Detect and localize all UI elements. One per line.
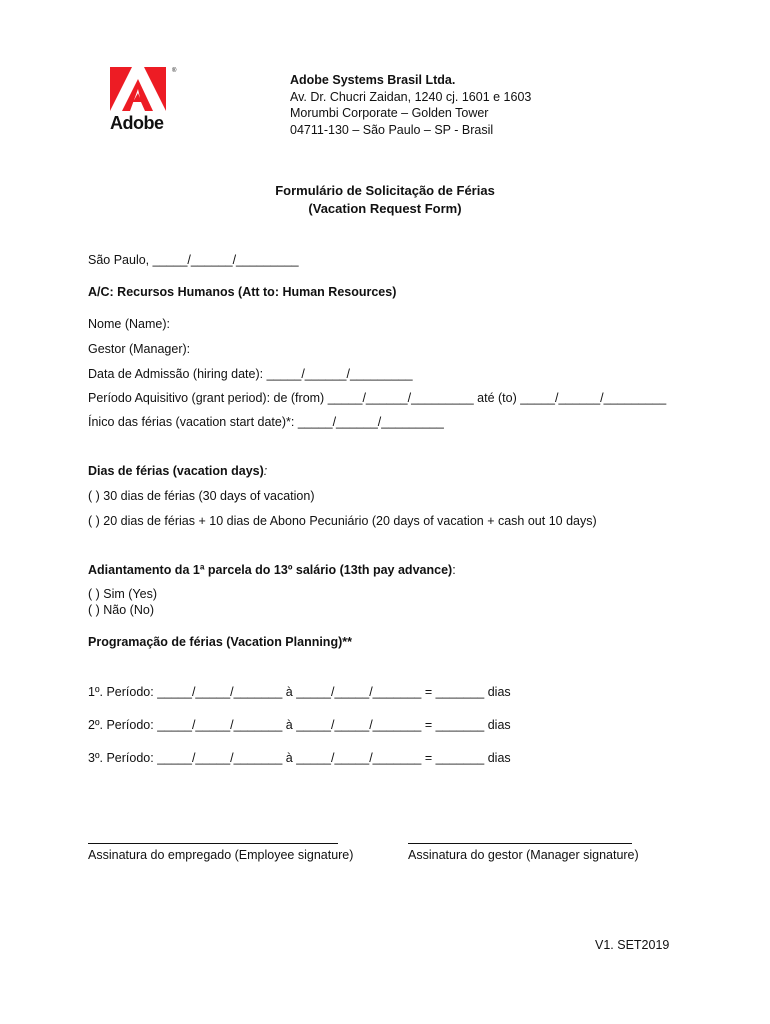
address-line-1: Av. Dr. Chucri Zaidan, 1240 cj. 1601 e 1603 (290, 89, 532, 104)
planning-heading: Programação de férias (Vacation Planning)** (88, 635, 352, 649)
address-line-3: 04711-130 – São Paulo – SP - Brasil (290, 122, 494, 137)
employee-signature-label: Assinatura do empregado (Employee signature) (88, 848, 354, 862)
vacation-days-heading: Dias de férias (vacation days) (88, 464, 264, 478)
advance-heading: Adiantamento da 1ª parcela do 13º salário (13th pay advance) (88, 563, 453, 577)
vacation-days-heading-row (88, 463, 267, 479)
field-name: Nome (Name): (88, 317, 170, 331)
planning-period-2: 2º. Período: _____/_____/_______ à _____/_____/_______ = _______ dias (88, 718, 511, 732)
field-start-date: Ínico das férias (vacation start date)*: _____/______/_________ (88, 415, 444, 429)
advance-option-yes: ( ) Sim (Yes) (88, 587, 157, 601)
field-manager: Gestor (Manager): (88, 342, 191, 356)
address-line-2: Morumbi Corporate – Golden Tower (290, 106, 489, 120)
date-line: São Paulo, _____/______/_________ (88, 253, 299, 267)
planning-period-1: 1º. Período: _____/_____/_______ à _____/_____/_______ = _______ dias (88, 685, 511, 699)
company-name: Adobe Systems Brasil Ltda. (290, 73, 456, 87)
version-label: V1. SET2019 (595, 938, 670, 952)
field-hire-date: Data de Admissão (hiring date): _____/______/_________ (88, 367, 413, 381)
svg-text:®: ® (172, 68, 177, 74)
vacation-days-colon: : (263, 464, 268, 478)
company-address (290, 72, 531, 138)
planning-period-3: 3º. Período: _____/_____/_______ à _____/_____/_______ = _______ dias (88, 751, 511, 765)
form-subtitle: (Vacation Request Form) (308, 201, 462, 216)
advance-heading-row (88, 562, 456, 578)
employee-signature-line (88, 843, 338, 844)
form-title: Formulário de Solicitação de Férias (275, 183, 495, 198)
attention-line: A/C: Recursos Humanos (Att to: Human Resources) (88, 285, 397, 299)
adobe-wordmark: Adobe (110, 113, 164, 133)
advance-colon: : (452, 563, 456, 577)
advance-option-no: ( ) Não (No) (88, 603, 154, 617)
manager-signature-label: Assinatura do gestor (Manager signature) (408, 848, 639, 862)
field-grant-period: Período Aquisitivo (grant period): de (from) _____/______/_________ até (to) _____/______/_________ (88, 391, 667, 405)
manager-signature-line (408, 843, 632, 844)
vacation-option-30: ( ) 30 dias de férias (30 days of vacation) (88, 489, 315, 503)
adobe-logo (108, 65, 178, 135)
vacation-option-20-plus-10: ( ) 20 dias de férias + 10 dias de Abono Pecuniário (20 days of vacation + cash out 10 days) (88, 514, 597, 528)
